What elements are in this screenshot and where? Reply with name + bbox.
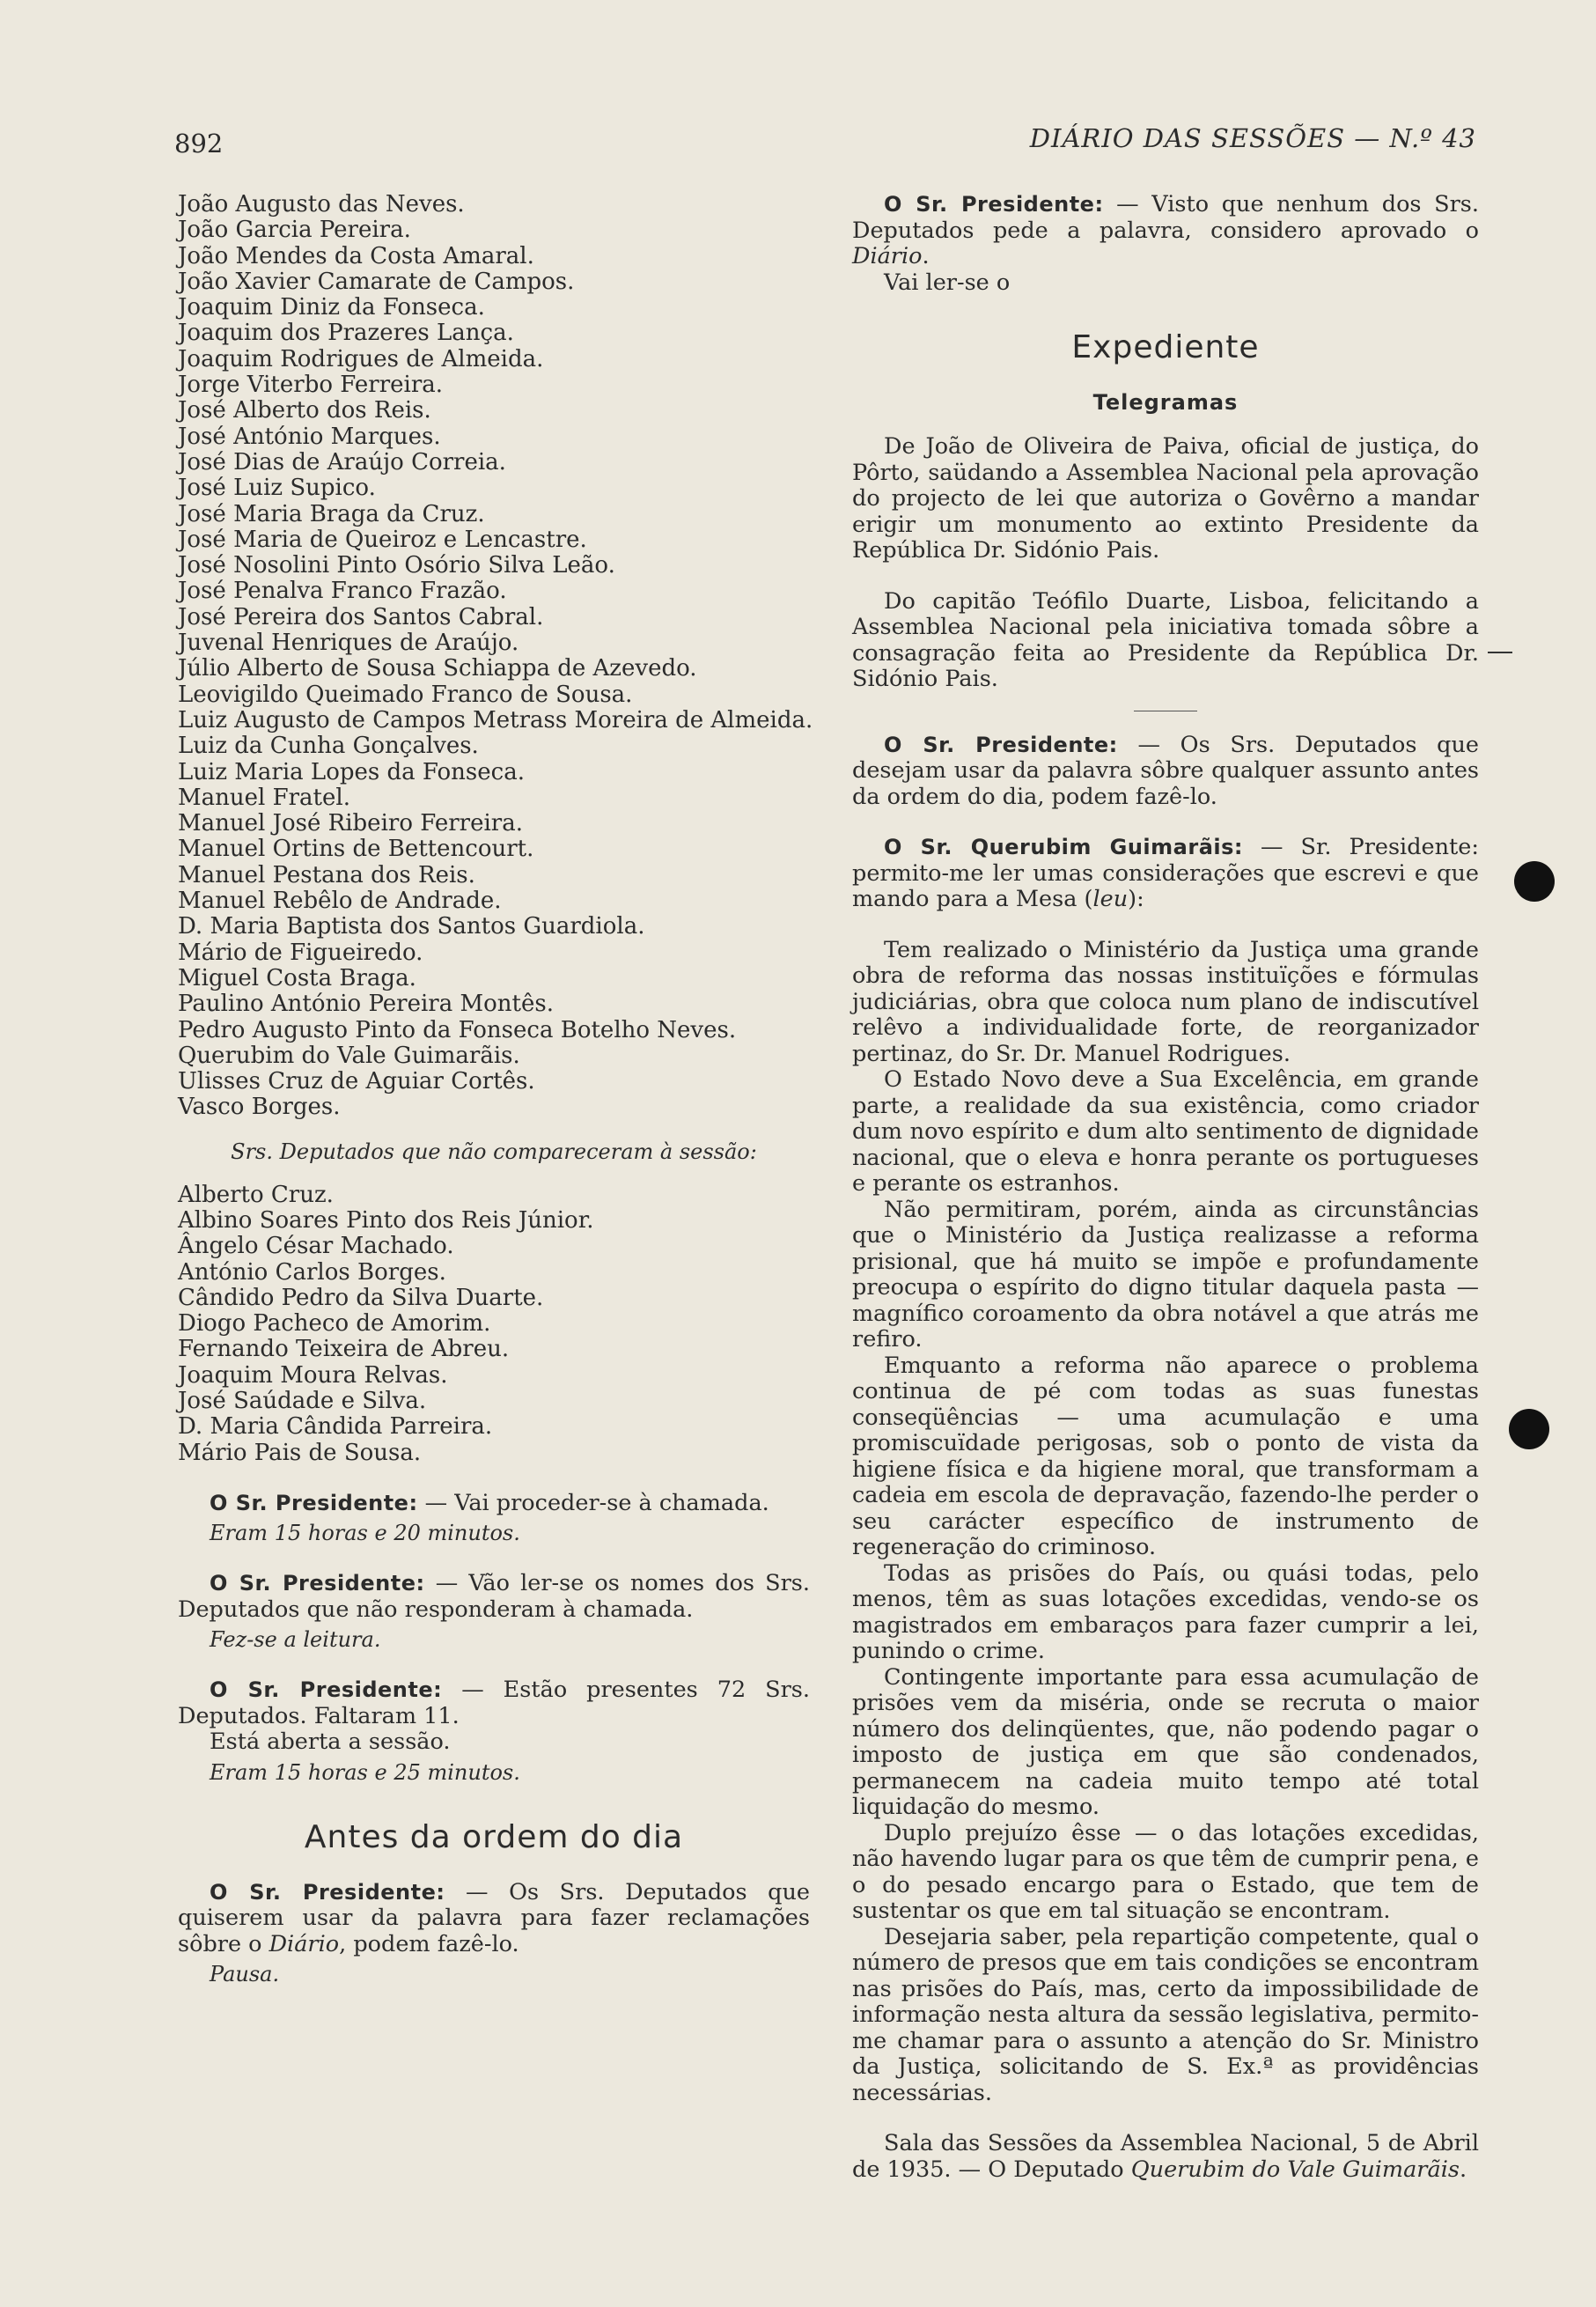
paragraph-approve-diario: O Sr. Presidente: — Visto que nenhum dos Srs. Deputados pede a palavra, considero aprovado o Diário. — [852, 191, 1479, 269]
deputy-name: Luiz Maria Lopes da Fonseca. — [178, 758, 525, 785]
deputy-name: Júlio Alberto de Sousa Schiappa de Azevedo. — [178, 655, 697, 682]
deputy-name: Juvenal Henriques de Araújo. — [178, 630, 519, 657]
speech-paragraph: Tem realizado o Ministério da Justiça uma grande obra de reforma das nossas instituïções e fórmulas judiciárias, obra que coloca num plano de indiscutível relêvo a individualidade forte, de reorganizador pertinaz, do Sr. Dr. Manuel Rodrigues. — [852, 936, 1479, 1067]
speaker-name: O Sr. Presidente: — [210, 1571, 425, 1596]
deputy-name: Joaquim Rodrigues de Almeida. — [178, 345, 544, 372]
deputy-name: Diogo Pacheco de Amorim. — [178, 1310, 491, 1338]
deputy-name: Luiz da Cunha Gonçalves. — [178, 733, 479, 760]
telegram-1: De João de Oliveira de Paiva, oficial de justiça, do Pôrto, saüdando a Assemblea Nacional pela aprovação do projecto de lei que autoriza o Govêrno a mandar erigir um monumento ao extinto Presidente da República Dr. Sidónio Pais. — [852, 433, 1479, 564]
section-title-expediente: Expediente — [1071, 329, 1260, 365]
punch-hole-mark — [1509, 1409, 1549, 1449]
deputy-name: Joaquim Moura Relvas. — [178, 1361, 448, 1389]
speech-paragraph: Desejaria saber, pela repartição competente, qual o número de presos que em tais condições se encontram nas prisões do País, mas, certo da impossibilidade de informação nesta altura da sessão legislativa, permito-me chamar para o assunto a atenção do Sr. Ministro da Justiça, solicitando de S. Ex.ª as providências necessárias. — [852, 1923, 1479, 2106]
page-number: 892 — [174, 129, 224, 158]
speech-paragraph: Todas as prisões do País, ou quási todas, pelo menos, têm as suas lotações excedidas, vendo-se os magistrados em embaraços para fazer cumprir a lei, punindo o crime. — [852, 1559, 1479, 1664]
deputy-name: José Penalva Franco Frazão. — [178, 578, 507, 605]
margin-mark — [1488, 652, 1512, 653]
deputy-name: José Luiz Supico. — [178, 475, 376, 502]
deputy-name: Cândido Pedro da Silva Duarte. — [178, 1284, 544, 1311]
speaker-name: O Sr. Presidente: — [210, 1879, 445, 1905]
running-title: DIÁRIO DAS SESSÕES — N.º 43 — [1029, 123, 1476, 153]
deputy-name: Ulisses Cruz de Aguiar Cortês. — [178, 1068, 535, 1095]
deputy-name: Luiz Augusto de Campos Metrass Moreira de Almeida. — [178, 706, 813, 733]
paragraph-call: O Sr. Presidente: — Vai proceder-se à chamada. — [210, 1489, 769, 1516]
right-column — [852, 192, 1479, 2183]
closing-signature: Sala das Sessões da Assemblea Nacional, 5 de Abril de 1935. — O Deputado Querubim do Vale Guimarãis. — [852, 2130, 1479, 2183]
deputy-name: José Alberto dos Reis. — [178, 397, 431, 424]
note-time-2: Eram 15 horas e 25 minutos. — [210, 1759, 520, 1785]
deputy-name: António Carlos Borges. — [178, 1258, 446, 1286]
deputy-name: D. Maria Baptista dos Santos Guardiola. — [178, 913, 645, 940]
section-title-antes: Antes da ordem do dia — [304, 1818, 684, 1855]
deputy-name: Paulino António Pereira Montês. — [178, 991, 554, 1018]
deputy-name: Ângelo César Machado. — [178, 1233, 454, 1260]
speaker-name: O Sr. Querubim Guimarãis: — [884, 835, 1243, 859]
deputy-name: Albino Soares Pinto dos Reis Júnior. — [178, 1206, 594, 1234]
deputy-name: Manuel Rebêlo de Andrade. — [178, 888, 502, 915]
deputy-name: Querubim do Vale Guimarãis. — [178, 1042, 520, 1069]
note-reading: Fez-se a leitura. — [210, 1627, 381, 1653]
paragraph-read-names: O Sr. Presidente: — Vão ler-se os nomes dos Srs. Deputados que não responderam à chamada. — [178, 1570, 810, 1623]
paragraph-querubim-intro: O Sr. Querubim Guimarãis: — Sr. Presidente: permito-me ler umas considerações que escrevi e que mando para a Mesa (leu): — [852, 834, 1479, 912]
deputy-name: Miguel Costa Braga. — [178, 964, 416, 991]
speaker-name: O Sr. Presidente: — [210, 1677, 443, 1703]
deputy-name: João Xavier Camarate de Campos. — [178, 268, 575, 295]
deputy-name: Manuel Fratel. — [178, 784, 350, 811]
deputy-name: Vasco Borges. — [178, 1094, 341, 1121]
telegram-2: Do capitão Teófilo Duarte, Lisboa, felicitando a Assemblea Nacional pela iniciativa tomada sôbre a consagração feita ao Presidente da República Dr. Sidónio Pais. — [852, 587, 1479, 692]
deputy-name: José Nosolini Pinto Osório Silva Leão. — [178, 552, 615, 579]
deputy-name: Mário de Figueiredo. — [178, 939, 423, 966]
subtitle-telegramas: Telegramas — [1092, 390, 1239, 415]
speech-paragraph: Contingente importante para essa acumulação de prisões vem da miséria, onde se recruta o maior número dos delinqüentes, que, não podendo pagar o imposto de justiça em que são condenados, permanecem na cadeia muito tempo até total liquidação do mesmo. — [852, 1663, 1479, 1820]
speaker-name: O Sr. Presidente: — [210, 1490, 418, 1515]
present-deputies-list — [178, 191, 813, 1121]
paragraph-read-expediente: Vai ler-se o — [884, 269, 1011, 296]
speech-paragraph: Emquanto a reforma não aparece o problema continua de pé com todas as suas funestas conseqüências — uma acumulação e uma promiscuïdade perigosas, sob o ponto de vista da higiene física e da higiene moral, que transformam a cadeia em escola de depravação, fazendo-lhe perder o seu carácter específico de instrumento de regeneração do criminoso. — [852, 1352, 1479, 1560]
note-pause: Pausa. — [210, 1962, 280, 1987]
deputy-name: Fernando Teixeira de Abreu. — [178, 1336, 510, 1363]
speaker-name: O Sr. Presidente: — [884, 732, 1118, 757]
deputy-name: José Pereira dos Santos Cabral. — [178, 603, 544, 630]
deputy-name: João Garcia Pereira. — [178, 217, 411, 244]
deputy-name: Manuel Pestana dos Reis. — [178, 861, 475, 888]
deputy-name: José Saúdade e Silva. — [178, 1388, 427, 1415]
deputy-name: Jorge Viterbo Ferreira. — [178, 372, 444, 399]
deputy-name: Mário Pais de Sousa. — [178, 1439, 422, 1466]
deputy-name: Joaquim dos Prazeres Lança. — [178, 320, 514, 347]
deputy-name: Alberto Cruz. — [178, 1181, 334, 1208]
deputy-name: José Maria de Queiroz e Lencastre. — [178, 526, 587, 553]
absent-heading: Srs. Deputados que não compareceram à sessão: — [231, 1139, 757, 1164]
speech-paragraph: Não permitiram, porém, ainda as circunstâncias que o Ministério da Justiça realizasse a reforma prisional, que há muito se impõe e profundamente preocupa o espírito do digno titular daquela pasta — magnífico coroamento da obra notável a que atrás me refiro. — [852, 1196, 1479, 1353]
deputy-name: José Maria Braga da Cruz. — [178, 500, 485, 527]
paragraph-before-order: O Sr. Presidente: — Os Srs. Deputados que desejam usar da palavra sôbre qualquer assunto antes da ordem do dia, podem fazê-lo. — [852, 731, 1479, 810]
absent-deputies-list — [178, 1183, 810, 1466]
punch-hole-mark — [1514, 861, 1555, 902]
deputy-name: Manuel José Ribeiro Ferreira. — [178, 810, 523, 837]
deputy-name: João Augusto das Neves. — [178, 191, 465, 217]
deputy-name: Leovigildo Queimado Franco de Sousa. — [178, 681, 633, 708]
deputy-name: Joaquim Diniz da Fonseca. — [178, 294, 485, 321]
deputy-name: João Mendes da Costa Amaral. — [178, 242, 534, 269]
deputy-name: José Dias de Araújo Correia. — [178, 448, 506, 475]
speech-paragraph: Duplo prejuízo êsse — o das lotações excedidas, não havendo lugar para os que têm de cumprir pena, e o do pesado encargo para o Estado, que tem de sustentar os que em tal situação se encontram. — [852, 1819, 1479, 1924]
paragraph-session-open: Está aberta a sessão. — [210, 1728, 451, 1756]
speaker-name: O Sr. Presidente: — [884, 192, 1104, 217]
paragraph-present-count: O Sr. Presidente: — Estão presentes 72 Srs. Deputados. Faltaram 11. — [178, 1677, 810, 1729]
left-column — [178, 191, 813, 1987]
deputy-name: José António Marques. — [178, 423, 441, 450]
note-time-1: Eram 15 horas e 20 minutos. — [210, 1521, 520, 1546]
deputy-name: Pedro Augusto Pinto da Fonseca Botelho Neves. — [178, 1016, 737, 1043]
deputy-name: Manuel Ortins de Bettencourt. — [178, 836, 534, 863]
speech-paragraph: O Estado Novo deve a Sua Excelência, em grande parte, a realidade da sua existência, como criador dum novo espírito e dum alto sentimento de dignidade nacional, que o eleva e honra perante os portugueses e perante os estranhos. — [852, 1066, 1479, 1197]
deputy-name: D. Maria Cândida Parreira. — [178, 1413, 493, 1441]
paragraph-reclamations: O Sr. Presidente: — Os Srs. Deputados que quiserem usar da palavra para fazer reclamações sôbre o Diário, podem fazê-lo. — [178, 1878, 810, 1957]
